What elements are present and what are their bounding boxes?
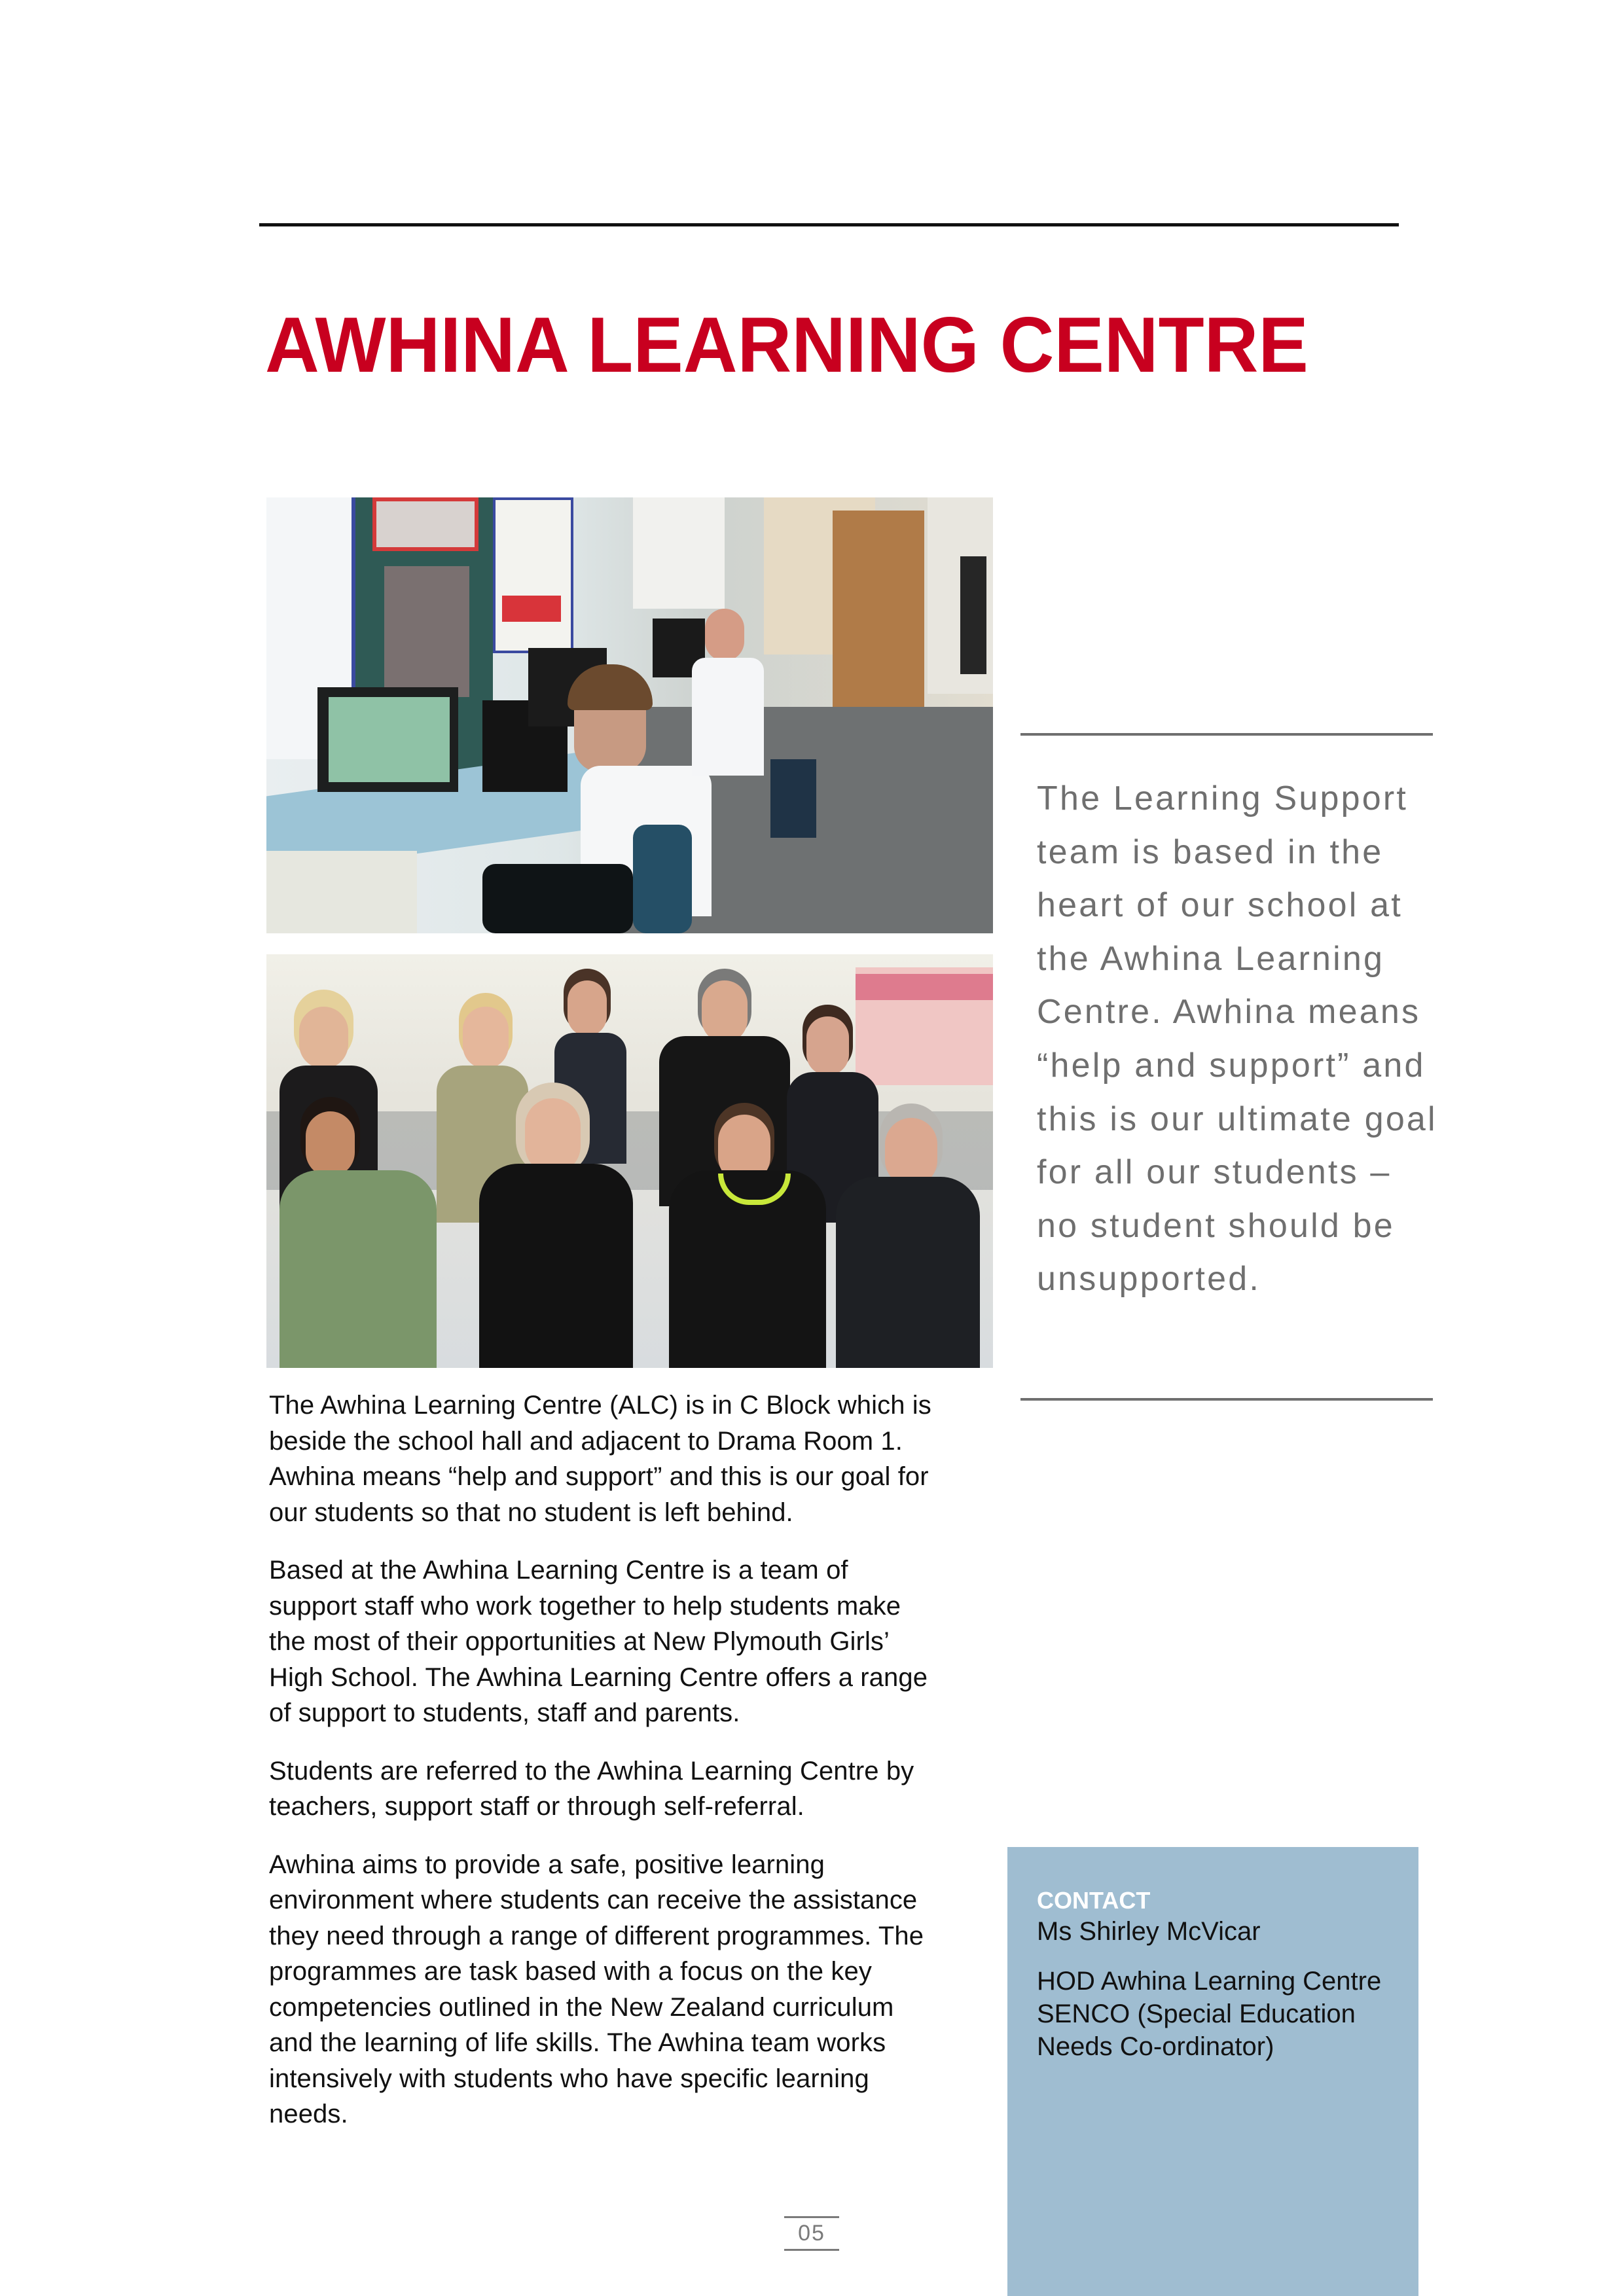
page-number-rule-bottom bbox=[784, 2249, 839, 2251]
contact-role bbox=[1037, 1965, 1405, 2063]
body-text bbox=[269, 1388, 937, 2155]
page-number: 05 bbox=[798, 2221, 825, 2246]
quote-bottom-rule bbox=[1020, 1398, 1433, 1401]
page-number-rule-top bbox=[784, 2216, 839, 2218]
photo-students-at-computers bbox=[266, 497, 993, 933]
quote-top-rule bbox=[1020, 733, 1433, 736]
body-paragraph: Based at the Awhina Learning Centre is a team of support staff who work together to help students make the most of their opportunities at New Plymouth Girls’ High School. The Awhina Learning Centre offers a range of support to students, staff and parents. bbox=[269, 1556, 928, 1727]
contact-box bbox=[1007, 1847, 1418, 2296]
header-rule bbox=[259, 223, 1399, 226]
body-paragraph: Students are referred to the Awhina Learning Centre by teachers, support staff or through self-referral. bbox=[269, 1756, 914, 1821]
contact-role-line: SENCO (Special Education bbox=[1037, 2000, 1356, 2028]
contact-role-line: HOD Awhina Learning Centre bbox=[1037, 1967, 1382, 1996]
body-paragraph: The Awhina Learning Centre (ALC) is in C Block which is beside the school hall and adjacent to Drama Room 1. Awhina means “help and support” and this is our goal for our students so that no student is left behind. bbox=[269, 1391, 931, 1527]
contact-name: Ms Shirley McVicar bbox=[1037, 1917, 1261, 1946]
contact-label: CONTACT bbox=[1037, 1887, 1151, 1914]
photo-learning-support-team bbox=[266, 954, 993, 1368]
pull-quote: The Learning Support team is based in the heart of our school at the Awhina Learning Centre. Awhina means “help and support” and this is our ultimate goal for all our students – no student should be unsupported. bbox=[1037, 780, 1437, 1299]
page-title: AWHINA LEARNING CENTRE bbox=[265, 301, 1308, 389]
contact-role-line: Needs Co-ordinator) bbox=[1037, 2032, 1274, 2061]
body-paragraph: Awhina aims to provide a safe, positive learning environment where students can receive the assistance they need through a range of different programmes. The programmes are task based with a focus on the key competencies outlined in the New Zealand curriculum and the learning of life skills. The Awhina team works intensively with students who have specific learning needs. bbox=[269, 1850, 924, 2128]
